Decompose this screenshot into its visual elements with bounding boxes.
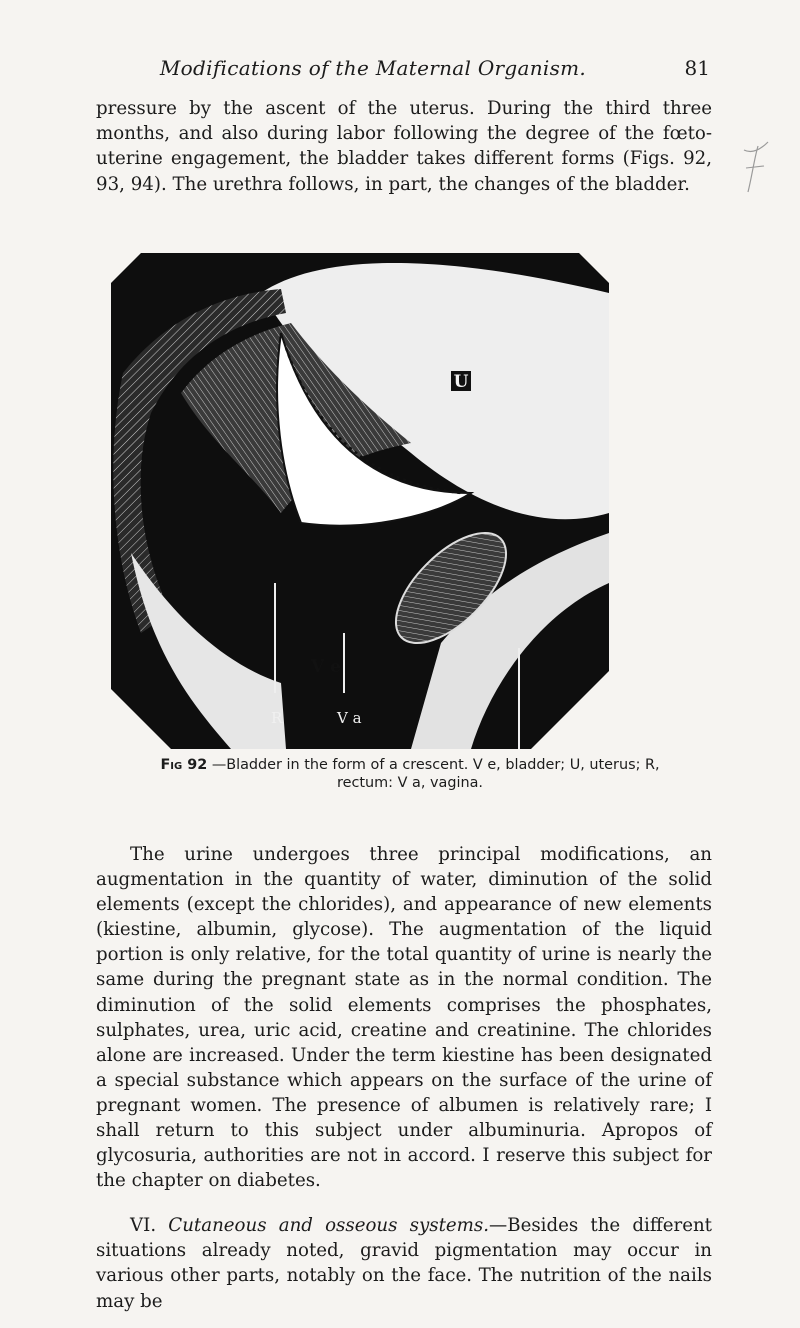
bladder-label: V e — [311, 657, 341, 677]
page-number: 81 — [684, 56, 710, 80]
paragraph-3 — [96, 1213, 712, 1314]
paragraph-1: pressure by the ascent of the uterus. During the third three months, and also during labor following the degree of the fœto-uterine engagement, the bladder takes different forms (Figs. 92, 93, 94). The urethra follows, in part, the changes of the bladder. — [96, 98, 712, 195]
bladder-crescent-figure — [111, 253, 609, 749]
figure-caption — [150, 756, 670, 792]
page-header — [96, 56, 710, 90]
uterus-label: U — [453, 372, 469, 392]
section-title: Cutaneous and osseous systems. — [168, 1215, 490, 1236]
rectum-label: R — [271, 709, 283, 727]
paragraph-2: The urine undergoes three principal modifications, an augmentation in the quantity of water, diminution of the solid elements (except the chlorides), and appearance of new elements (kiestine, albumin, glycose). The augmentation of the liquid portion is only relative, for the total quantity of urine is nearly the same during the pregnant state as in the normal condition. The diminution of the solid elements comprises the phosphates, sulphates, urea, uric acid, creatine and creatinine. The chlorides alone are increased. Under the term kiestine has been designated a special substance which appears on the surface of the urine of pregnant women. The presence of albumen is relatively rare; I shall return to this subject under albuminuria. Apropos of glycosuria, authorities are not in accord. I reserve this subject for the chapter on diabetes. — [96, 844, 712, 1192]
running-title: Modifications of the Maternal Organism. — [159, 56, 587, 80]
figure-caption-text: —Bladder in the form of a crescent. V e, bladder; U, uterus; R, rectum: V a, vagina. — [211, 757, 660, 791]
margin-pencil-mark — [742, 140, 772, 195]
figure-caption-label: Fig 92 — [160, 757, 208, 773]
vagina-label: V a — [337, 709, 362, 727]
section-number: VI. — [130, 1215, 157, 1236]
section-text: —Besides the different situations already noted, gravid pigmentation may occur in various other parts, notably on the face. The nutrition of the nails may be — [96, 1215, 712, 1312]
